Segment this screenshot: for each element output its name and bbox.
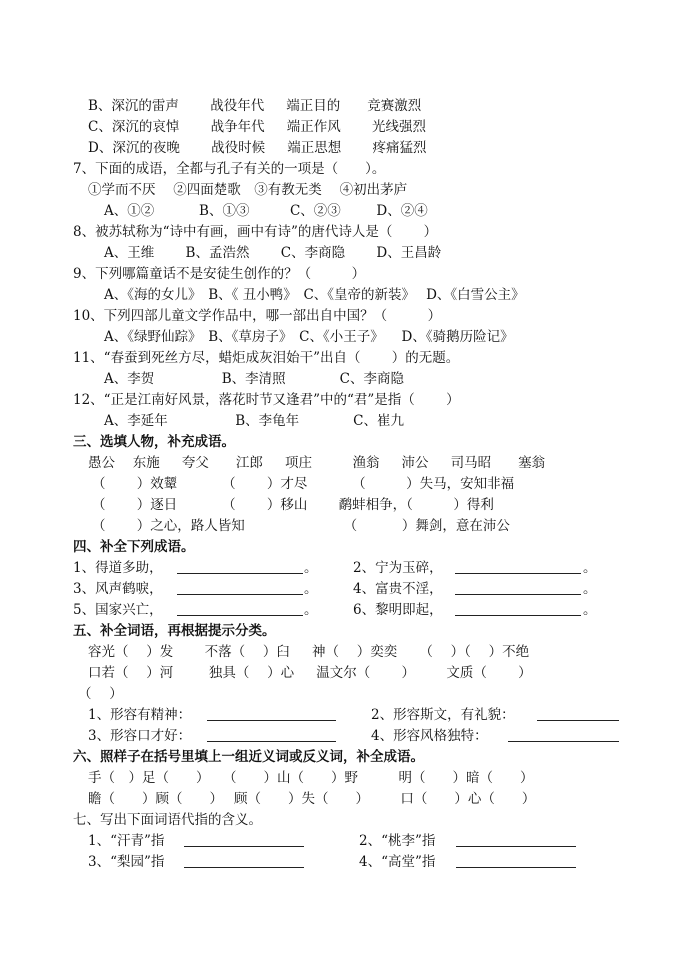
idiom-blank-6[interactable] [455, 601, 581, 616]
category-3-label: 3、形容口才好： [88, 728, 192, 744]
meaning-item-4: 4、“高堂”指 [359, 854, 436, 870]
idiom-item-4: 4、富贵不淫， [353, 581, 443, 597]
q8-stem: 8、被苏轼称为“诗中有画，画中有诗”的唐代诗人是（ ） [73, 224, 438, 240]
idiom-end-6: 。 [583, 602, 597, 618]
meaning-item-1: 1、“汗青”指 [88, 833, 165, 849]
q7-options: A、①② B、①③ C、②③ D、②④ [104, 203, 428, 219]
q7-stem: 7、下面的成语，全都与孔子有关的一项是（ ）。 [73, 161, 386, 177]
meaning-blank-1[interactable] [184, 832, 304, 847]
idiom-item-2: 2、宁为玉碎， [353, 560, 443, 576]
section3-row3: （ ）之心，路人皆知 （ ）舞剑，意在沛公 [92, 518, 510, 534]
meaning-blank-2[interactable] [456, 832, 576, 847]
idiom-item-6: 6、黎明即起， [353, 602, 443, 618]
category-4-blank[interactable] [508, 727, 619, 742]
q6-option-d: D、深沉的夜晚 战役时候 端正思想 疼痛猛烈 [88, 140, 427, 156]
idiom-end-3: 。 [304, 581, 318, 597]
section5-row1: 容光（ ）发 不落（ ）臼 神（ ）奕奕 （ ）（ ）不绝 [88, 644, 530, 660]
meaning-item-3: 3、“梨园”指 [88, 854, 165, 870]
idiom-blank-3[interactable] [177, 580, 303, 595]
section6-row1: 手（ ）足（ ） （ ）山（ ）野 明（ ）暗（ ） [88, 770, 534, 786]
idiom-end-2: 。 [583, 560, 597, 576]
q9-options: A、《海的女儿》 B、《 丑小鸭》 C、《皇帝的新装》 D、《白雪公主》 [104, 287, 525, 303]
category-2-blank[interactable] [537, 706, 619, 721]
idiom-blank-2[interactable] [455, 559, 581, 574]
section5-row3: （ ） [78, 686, 123, 702]
q8-options: A、王维 B、孟浩然 C、李商隐 D、王昌龄 [104, 245, 442, 261]
section3-row1: （ ）效颦 （ ）才尽 （ ）失马，安知非福 [92, 476, 515, 492]
section4-title: 四、补全下列成语。 [73, 539, 195, 555]
idiom-blank-4[interactable] [455, 580, 581, 595]
q11-stem: 11、“春蚕到死丝方尽，蜡炬成灰泪始干”出自（ ）的无题。 [73, 350, 460, 366]
section3-title: 三、选填人物，补充成语。 [73, 434, 235, 450]
meaning-item-2: 2、“桃李”指 [359, 833, 436, 849]
q12-stem: 12、“正是江南好风景，落花时节又逢君”中的“君”是指（ ） [73, 392, 460, 408]
idiom-item-3: 3、风声鹤唳， [73, 581, 163, 597]
idiom-blank-5[interactable] [177, 601, 303, 616]
q6-option-c: C、深沉的哀悼 战争年代 端正作风 光线强烈 [88, 119, 426, 135]
section3-people: 愚公 东施 夸父 江郎 项庄 渔翁 沛公 司马昭 塞翁 [88, 455, 546, 471]
section5-title: 五、补全词语，再根据提示分类。 [73, 623, 276, 639]
q6-option-b: B、深沉的雷声 战役年代 端正目的 竞赛激烈 [88, 98, 422, 114]
section6-title: 六、照样子在括号里填上一组近义词或反义词，补全成语。 [73, 749, 424, 765]
q11-options: A、李贺 B、李清照 C、李商隐 [104, 371, 404, 387]
idiom-end-1: 。 [304, 560, 318, 576]
section5-row2: 口若（ ）河 独具（ ）心 温文尔（ ） 文质（ ） [88, 665, 532, 681]
q10-options: A、《绿野仙踪》 B、《草房子》 C、《小王子》 D、《骑鹅历险记》 [104, 329, 514, 345]
category-4-label: 4、形容风格独特： [371, 728, 488, 744]
section7-title: 七、写出下面词语代指的含义。 [73, 812, 262, 828]
meaning-blank-4[interactable] [456, 853, 576, 868]
q7-items: ①学而不厌 ②四面楚歌 ③有教无类 ④初出茅庐 [88, 182, 408, 198]
q12-options: A、李延年 B、李龟年 C、崔九 [104, 413, 404, 429]
idiom-item-1: 1、得道多助， [73, 560, 163, 576]
category-3-blank[interactable] [207, 727, 336, 742]
meaning-blank-3[interactable] [184, 853, 304, 868]
idiom-end-4: 。 [583, 581, 597, 597]
category-1-label: 1、形容有精神： [88, 707, 192, 723]
q9-stem: 9、下列哪篇童话不是安徒生创作的？（ ） [73, 266, 366, 282]
section3-row2: （ ）逐日 （ ）移山 鹬蚌相争，（ ）得利 [92, 497, 494, 513]
category-2-label: 2、形容斯文，有礼貌： [371, 707, 515, 723]
idiom-item-5: 5、国家兴亡， [73, 602, 163, 618]
q10-stem: 10、下列四部儿童文学作品中，哪一部出自中国？（ ） [73, 308, 442, 324]
idiom-blank-1[interactable] [177, 559, 303, 574]
idiom-end-5: 。 [304, 602, 318, 618]
category-1-blank[interactable] [207, 706, 336, 721]
section6-row2: 瞻（ ）顾（ ） 顾（ ）失（ ） 口（ ）心（ ） [88, 791, 536, 807]
